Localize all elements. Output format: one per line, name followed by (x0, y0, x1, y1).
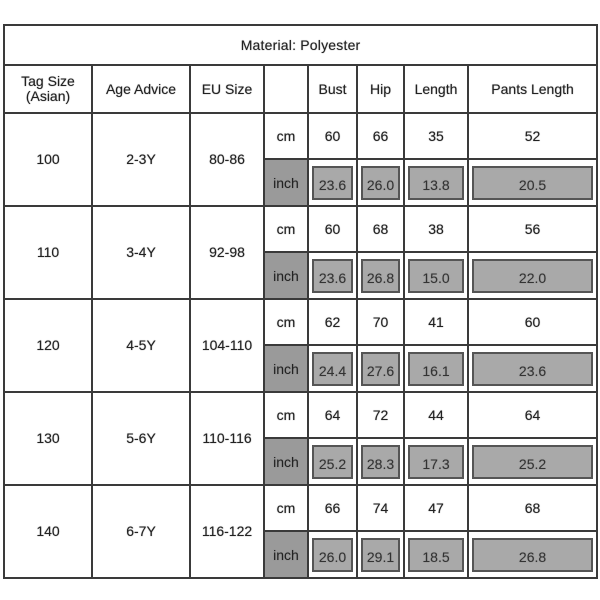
bust-cm-cell: 60 (308, 206, 357, 253)
hip-cm-cell: 66 (357, 113, 404, 160)
length-cm-cell: 41 (404, 299, 468, 346)
eu-size-cell: 110-116 (190, 392, 264, 485)
bust-inch-cell (308, 252, 357, 299)
length-inch-cell (404, 252, 468, 299)
age-advice-cell: 4-5Y (92, 299, 190, 392)
hip-inch-value: 29.1 (361, 538, 400, 572)
bust-inch-value: 25.2 (312, 445, 353, 479)
bust-inch-value: 24.4 (312, 352, 353, 386)
hip-inch-cell (357, 438, 404, 485)
table-row (4, 299, 597, 346)
pants-length-cm-cell: 64 (468, 392, 597, 439)
tag-size-cell: 120 (4, 299, 92, 392)
bust-inch-value: 23.6 (312, 259, 353, 293)
header-hip: Hip (357, 65, 404, 113)
tag-size-cell: 140 (4, 485, 92, 578)
header-row (4, 65, 597, 113)
age-advice-cell: 2-3Y (92, 113, 190, 206)
hip-cm-cell: 70 (357, 299, 404, 346)
header-eu-size: EU Size (190, 65, 264, 113)
table-row (4, 485, 597, 532)
length-cm-cell: 35 (404, 113, 468, 160)
header-length: Length (404, 65, 468, 113)
length-inch-cell (404, 438, 468, 485)
age-advice-cell: 6-7Y (92, 485, 190, 578)
tag-size-cell: 100 (4, 113, 92, 206)
pants-length-inch-value: 20.5 (472, 166, 593, 200)
eu-size-cell: 104-110 (190, 299, 264, 392)
pants-length-inch-value: 26.8 (472, 538, 593, 572)
hip-inch-value: 26.8 (361, 259, 400, 293)
pants-length-cm-cell: 60 (468, 299, 597, 346)
header-age-advice: Age Advice (92, 65, 190, 113)
table-row (4, 113, 597, 160)
size-table (3, 24, 598, 579)
header-unit (264, 65, 308, 113)
length-inch-cell (404, 345, 468, 392)
table-row (4, 392, 597, 439)
pants-length-inch-cell (468, 531, 597, 578)
bust-cm-cell: 64 (308, 392, 357, 439)
hip-inch-cell (357, 345, 404, 392)
hip-cm-cell: 74 (357, 485, 404, 532)
pants-length-cm-cell: 56 (468, 206, 597, 253)
hip-inch-value: 28.3 (361, 445, 400, 479)
eu-size-cell: 80-86 (190, 113, 264, 206)
table-title: Material: Polyester (4, 25, 597, 65)
unit-cell-cm: cm (264, 206, 308, 253)
length-inch-value: 15.0 (408, 259, 464, 293)
hip-inch-cell (357, 252, 404, 299)
length-inch-value: 18.5 (408, 538, 464, 572)
length-cm-cell: 47 (404, 485, 468, 532)
unit-cell-inch: inch (264, 531, 308, 578)
unit-cell-cm: cm (264, 299, 308, 346)
bust-inch-cell (308, 438, 357, 485)
age-advice-cell: 3-4Y (92, 206, 190, 299)
hip-cm-cell: 72 (357, 392, 404, 439)
unit-cell-inch: inch (264, 345, 308, 392)
header-pants-length: Pants Length (468, 65, 597, 113)
bust-inch-cell (308, 345, 357, 392)
pants-length-inch-value: 23.6 (472, 352, 593, 386)
tag-size-cell: 110 (4, 206, 92, 299)
bust-inch-value: 26.0 (312, 538, 353, 572)
table-body (4, 113, 597, 578)
length-inch-value: 13.8 (408, 166, 464, 200)
unit-cell-inch: inch (264, 252, 308, 299)
pants-length-inch-value: 22.0 (472, 259, 593, 293)
hip-inch-value: 27.6 (361, 352, 400, 386)
unit-cell-cm: cm (264, 392, 308, 439)
pants-length-cm-cell: 52 (468, 113, 597, 160)
header-tag-size: Tag Size (Asian) (4, 65, 92, 113)
pants-length-cm-cell: 68 (468, 485, 597, 532)
length-cm-cell: 38 (404, 206, 468, 253)
tag-size-cell: 130 (4, 392, 92, 485)
bust-inch-value: 23.6 (312, 166, 353, 200)
length-inch-cell (404, 531, 468, 578)
bust-cm-cell: 66 (308, 485, 357, 532)
pants-length-inch-value: 25.2 (472, 445, 593, 479)
pants-length-inch-cell (468, 252, 597, 299)
pants-length-inch-cell (468, 159, 597, 206)
header-bust: Bust (308, 65, 357, 113)
length-inch-value: 17.3 (408, 445, 464, 479)
hip-cm-cell: 68 (357, 206, 404, 253)
age-advice-cell: 5-6Y (92, 392, 190, 485)
bust-inch-cell (308, 159, 357, 206)
pants-length-inch-cell (468, 438, 597, 485)
eu-size-cell: 116-122 (190, 485, 264, 578)
length-cm-cell: 44 (404, 392, 468, 439)
pants-length-inch-cell (468, 345, 597, 392)
unit-cell-inch: inch (264, 438, 308, 485)
hip-inch-cell (357, 531, 404, 578)
hip-inch-value: 26.0 (361, 166, 400, 200)
unit-cell-cm: cm (264, 485, 308, 532)
bust-cm-cell: 60 (308, 113, 357, 160)
bust-cm-cell: 62 (308, 299, 357, 346)
eu-size-cell: 92-98 (190, 206, 264, 299)
bust-inch-cell (308, 531, 357, 578)
length-inch-value: 16.1 (408, 352, 464, 386)
hip-inch-cell (357, 159, 404, 206)
unit-cell-cm: cm (264, 113, 308, 160)
unit-cell-inch: inch (264, 159, 308, 206)
length-inch-cell (404, 159, 468, 206)
table-row (4, 206, 597, 253)
